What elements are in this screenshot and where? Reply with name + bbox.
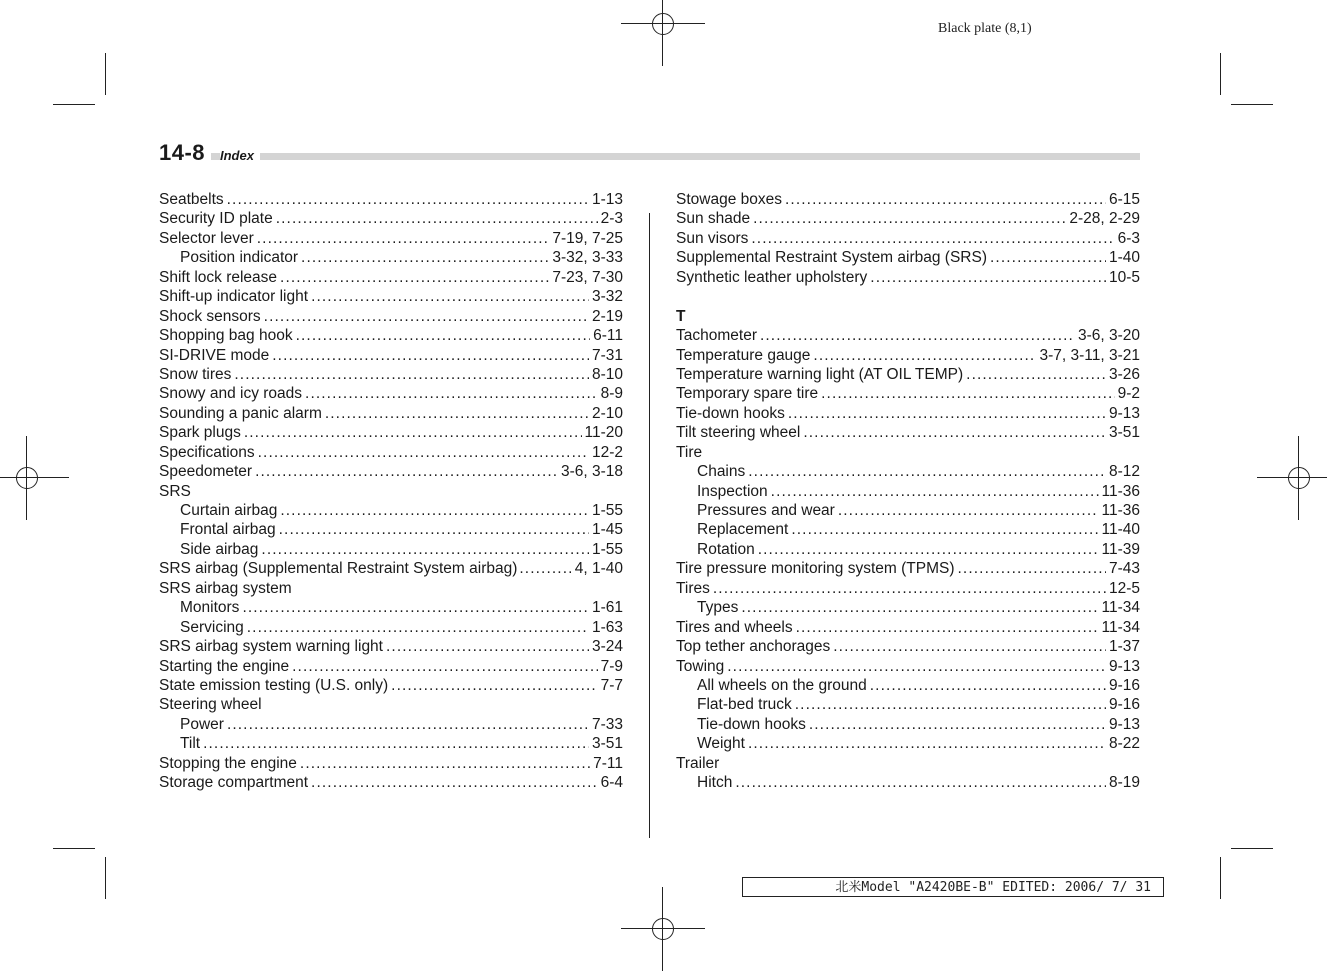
leader-dots bbox=[727, 657, 1106, 676]
column-divider bbox=[649, 213, 650, 838]
leader-dots bbox=[791, 520, 1098, 539]
index-entry bbox=[676, 384, 1140, 403]
index-entry bbox=[676, 579, 1140, 598]
entry-page-ref: 3-51 bbox=[1108, 424, 1140, 442]
entry-page-ref: 6-4 bbox=[600, 774, 623, 792]
index-subentry bbox=[676, 695, 1140, 714]
plate-label: Black plate (8,1) bbox=[938, 21, 1032, 36]
entry-page-ref: 1-55 bbox=[591, 502, 623, 519]
leader-dots bbox=[785, 190, 1106, 209]
registration-mark-left bbox=[0, 436, 69, 520]
entry-label: Weight bbox=[697, 735, 745, 753]
leader-dots bbox=[990, 248, 1106, 267]
index-entry bbox=[159, 695, 623, 714]
leader-dots bbox=[280, 501, 589, 520]
index-entry bbox=[159, 482, 623, 501]
crop-mark bbox=[105, 53, 106, 95]
entry-label: Shift-up indicator light bbox=[159, 288, 309, 306]
leader-dots bbox=[257, 229, 550, 248]
index-subentry bbox=[159, 715, 623, 734]
entry-page-ref: 1-61 bbox=[591, 599, 623, 617]
index-entry bbox=[676, 443, 1140, 462]
leader-dots bbox=[311, 287, 589, 306]
index-entry bbox=[159, 346, 623, 365]
entry-page-ref: 7-31 bbox=[591, 346, 623, 364]
registration-mark-bottom bbox=[621, 887, 705, 971]
entry-label: SRS airbag (Supplemental Restraint System airbag) bbox=[159, 560, 518, 578]
leader-dots bbox=[813, 346, 1036, 365]
entry-page-ref: 7-23, 7-30 bbox=[552, 268, 623, 286]
entry-page-ref: 8-12 bbox=[1108, 463, 1140, 481]
entry-label: Tie-down hooks bbox=[676, 404, 785, 422]
entry-label: Snow tires bbox=[159, 365, 232, 383]
index-entry bbox=[159, 637, 623, 656]
entry-page-ref: 11-34 bbox=[1101, 618, 1140, 636]
index-subentry bbox=[676, 734, 1140, 753]
leader-dots bbox=[741, 598, 1098, 617]
leader-dots bbox=[966, 365, 1106, 384]
entry-label: Sounding a panic alarm bbox=[159, 404, 322, 422]
entry-label: Synthetic leather upholstery bbox=[676, 268, 868, 286]
leader-dots bbox=[809, 715, 1106, 734]
entry-page-ref: 12-5 bbox=[1108, 579, 1140, 597]
entry-label: Tie-down hooks bbox=[697, 715, 806, 733]
entry-label: Shopping bag hook bbox=[159, 327, 293, 345]
index-entry bbox=[676, 423, 1140, 442]
entry-page-ref: 1-37 bbox=[1108, 638, 1140, 656]
entry-page-ref: 1-55 bbox=[591, 540, 623, 558]
index-entry bbox=[159, 268, 623, 287]
entry-label: Rotation bbox=[697, 540, 755, 558]
entry-label: Frontal airbag bbox=[180, 521, 276, 539]
entry-page-ref: 1-13 bbox=[591, 191, 623, 208]
leader-dots bbox=[838, 501, 1099, 520]
entry-page-ref: 7-43 bbox=[1108, 560, 1140, 578]
entry-page-ref: 9-2 bbox=[1117, 385, 1140, 403]
entry-page-ref: 11-36 bbox=[1101, 482, 1140, 500]
entry-label: Temperature warning light (AT OIL TEMP) bbox=[676, 365, 964, 383]
entry-page-ref: 2-3 bbox=[600, 210, 623, 228]
leader-dots bbox=[870, 676, 1106, 695]
index-entry bbox=[159, 229, 623, 248]
entry-label: SI-DRIVE mode bbox=[159, 346, 270, 364]
registration-mark-right bbox=[1257, 436, 1327, 520]
leader-dots bbox=[795, 695, 1106, 714]
entry-page-ref: 1-40 bbox=[1108, 249, 1140, 267]
entry-page-ref: 11-36 bbox=[1101, 502, 1140, 519]
index-entry bbox=[676, 326, 1140, 345]
crop-mark bbox=[1220, 53, 1221, 95]
entry-label: Spark plugs bbox=[159, 424, 241, 442]
index-entry bbox=[159, 579, 623, 598]
entry-label: Types bbox=[697, 599, 739, 617]
leader-dots bbox=[244, 423, 582, 442]
entry-page-ref: 3-26 bbox=[1108, 365, 1140, 383]
entry-label: Tilt bbox=[180, 735, 201, 753]
leader-dots bbox=[796, 618, 1099, 637]
leader-dots bbox=[713, 579, 1106, 598]
index-subentry bbox=[159, 540, 623, 559]
entry-label: Shock sensors bbox=[159, 307, 261, 325]
index-subentry bbox=[159, 618, 623, 637]
index-column-right bbox=[676, 190, 1140, 793]
entry-label: Chains bbox=[697, 463, 746, 481]
crop-mark bbox=[53, 848, 95, 849]
leader-dots bbox=[386, 637, 589, 656]
leader-dots bbox=[753, 209, 1066, 228]
index-entry bbox=[676, 754, 1140, 773]
index-entry bbox=[676, 346, 1140, 365]
index-entry bbox=[676, 559, 1140, 578]
entry-label: Tires and wheels bbox=[676, 618, 793, 636]
index-subentry bbox=[676, 501, 1140, 520]
entry-label: Tire pressure monitoring system (TPMS) bbox=[676, 560, 955, 578]
crop-mark bbox=[1231, 104, 1273, 105]
index-entry bbox=[676, 618, 1140, 637]
leader-dots bbox=[760, 326, 1075, 345]
entry-page-ref: 1-63 bbox=[591, 618, 623, 636]
leader-dots bbox=[247, 618, 589, 637]
entry-label: Sun shade bbox=[676, 210, 751, 228]
entry-page-ref: 11-40 bbox=[1101, 521, 1140, 539]
entry-label: Security ID plate bbox=[159, 210, 273, 228]
index-entry bbox=[159, 404, 623, 423]
index-subentry bbox=[676, 773, 1140, 792]
index-subentry bbox=[676, 482, 1140, 501]
leader-dots bbox=[279, 520, 589, 539]
leader-dots bbox=[292, 657, 597, 676]
entry-label: Supplemental Restraint System airbag (SRS) bbox=[676, 249, 987, 267]
entry-label: Stopping the engine bbox=[159, 754, 297, 772]
entry-label: Selector lever bbox=[159, 229, 254, 247]
leader-dots bbox=[788, 404, 1106, 423]
leader-dots bbox=[870, 268, 1106, 287]
index-entry bbox=[159, 326, 623, 345]
entry-page-ref: 12-2 bbox=[591, 443, 623, 461]
entry-page-ref: 3-51 bbox=[591, 735, 623, 753]
index-subentry bbox=[159, 520, 623, 539]
index-entry bbox=[159, 384, 623, 403]
entry-label: Snowy and icy roads bbox=[159, 385, 303, 403]
crop-mark bbox=[1220, 857, 1221, 899]
entry-page-ref: 4, 1-40 bbox=[574, 560, 623, 578]
entry-label: Curtain airbag bbox=[180, 502, 278, 519]
leader-dots bbox=[325, 404, 589, 423]
leader-dots bbox=[234, 365, 589, 384]
entry-page-ref: 9-16 bbox=[1108, 676, 1140, 694]
index-entry bbox=[159, 443, 623, 462]
index-subentry bbox=[676, 520, 1140, 539]
index-entry bbox=[159, 307, 623, 326]
entry-page-ref: 7-7 bbox=[600, 676, 623, 694]
entry-page-ref: 3-24 bbox=[591, 638, 623, 656]
index-entry bbox=[676, 190, 1140, 209]
entry-page-ref: 3-32 bbox=[591, 288, 623, 306]
index-subentry bbox=[676, 715, 1140, 734]
index-entry bbox=[676, 637, 1140, 656]
index-subentry bbox=[676, 676, 1140, 695]
entry-label: Tire bbox=[676, 443, 703, 461]
index-entry bbox=[159, 754, 623, 773]
leader-dots bbox=[227, 190, 589, 209]
entry-label: Sun visors bbox=[676, 229, 749, 247]
leader-dots bbox=[748, 462, 1106, 481]
entry-label: Seatbelts bbox=[159, 191, 224, 208]
entry-page-ref: 11-39 bbox=[1101, 540, 1140, 558]
index-subentry bbox=[159, 248, 623, 267]
entry-label: Replacement bbox=[697, 521, 789, 539]
leader-dots bbox=[748, 734, 1106, 753]
leader-dots bbox=[261, 540, 589, 559]
entry-label: Specifications bbox=[159, 443, 255, 461]
entry-label: Side airbag bbox=[180, 540, 259, 558]
leader-dots bbox=[272, 346, 589, 365]
index-subentry bbox=[676, 598, 1140, 617]
entry-label: Stowage boxes bbox=[676, 191, 782, 208]
entry-page-ref: 7-9 bbox=[600, 657, 623, 675]
entry-label: Towing bbox=[676, 657, 725, 675]
entry-label: Monitors bbox=[180, 599, 240, 617]
entry-label: Temporary spare tire bbox=[676, 385, 819, 403]
entry-label: Speedometer bbox=[159, 463, 253, 481]
entry-page-ref: 8-19 bbox=[1108, 774, 1140, 792]
section-title: Index bbox=[220, 148, 260, 163]
index-entry bbox=[159, 190, 623, 209]
index-subentry bbox=[159, 501, 623, 520]
leader-dots bbox=[519, 559, 572, 578]
index-entry bbox=[159, 657, 623, 676]
entry-label: Flat-bed truck bbox=[697, 696, 792, 714]
index-entry bbox=[676, 268, 1140, 287]
entry-page-ref: 11-34 bbox=[1101, 599, 1140, 617]
entry-label: Storage compartment bbox=[159, 774, 309, 792]
entry-label: SRS airbag system bbox=[159, 579, 292, 597]
entry-page-ref: 6-3 bbox=[1117, 229, 1140, 247]
index-entry bbox=[676, 229, 1140, 248]
leader-dots bbox=[280, 268, 549, 287]
entry-page-ref: 7-11 bbox=[593, 754, 623, 772]
leader-dots bbox=[735, 773, 1106, 792]
entry-page-ref: 3-6, 3-18 bbox=[560, 463, 623, 481]
leader-dots bbox=[242, 598, 589, 617]
entry-label: Pressures and wear bbox=[697, 502, 835, 519]
index-subentry bbox=[159, 734, 623, 753]
spacer bbox=[676, 287, 1140, 306]
index-entry bbox=[159, 676, 623, 695]
leader-dots bbox=[276, 209, 598, 228]
entry-page-ref: 1-45 bbox=[591, 521, 623, 539]
index-entry bbox=[159, 773, 623, 792]
leader-dots bbox=[391, 676, 597, 695]
leader-dots bbox=[203, 734, 589, 753]
leader-dots bbox=[305, 384, 598, 403]
index-entry bbox=[676, 365, 1140, 384]
entry-label: Tilt steering wheel bbox=[676, 424, 801, 442]
leader-dots bbox=[958, 559, 1106, 578]
entry-page-ref: 7-33 bbox=[591, 715, 623, 733]
crop-mark bbox=[1231, 848, 1273, 849]
footer-edit-stamp: 北米Model "A2420BE-B" EDITED: 2006/ 7/ 31 bbox=[742, 877, 1164, 897]
index-column-left bbox=[159, 190, 623, 793]
index-entry bbox=[676, 404, 1140, 423]
entry-label: Steering wheel bbox=[159, 696, 262, 714]
crop-mark bbox=[105, 857, 106, 899]
index-subentry bbox=[676, 540, 1140, 559]
header-bar bbox=[160, 153, 1140, 160]
entry-page-ref: 9-13 bbox=[1108, 715, 1140, 733]
index-entry bbox=[159, 423, 623, 442]
entry-page-ref: 11-20 bbox=[584, 424, 623, 442]
entry-page-ref: 2-19 bbox=[591, 307, 623, 325]
entry-page-ref: 3-7, 3-11, 3-21 bbox=[1039, 346, 1140, 364]
entry-page-ref: 9-16 bbox=[1108, 696, 1140, 714]
index-subentry bbox=[676, 462, 1140, 481]
index-entry bbox=[159, 462, 623, 481]
entry-page-ref: 10-5 bbox=[1108, 268, 1140, 286]
entry-page-ref: 3-6, 3-20 bbox=[1077, 327, 1140, 345]
index-entry bbox=[676, 657, 1140, 676]
leader-dots bbox=[227, 715, 589, 734]
leader-dots bbox=[300, 754, 590, 773]
entry-label: Temperature gauge bbox=[676, 346, 811, 364]
entry-page-ref: 2-10 bbox=[591, 404, 623, 422]
leader-dots bbox=[751, 229, 1114, 248]
index-entry bbox=[676, 209, 1140, 228]
index-entry bbox=[159, 365, 623, 384]
leader-dots bbox=[255, 462, 558, 481]
entry-label: Tires bbox=[676, 579, 710, 597]
entry-label: Position indicator bbox=[180, 249, 299, 267]
leader-dots bbox=[301, 248, 549, 267]
entry-page-ref: 9-13 bbox=[1108, 657, 1140, 675]
index-subentry bbox=[159, 598, 623, 617]
entry-page-ref: 6-11 bbox=[593, 327, 623, 345]
index-entry bbox=[676, 248, 1140, 267]
entry-label: Trailer bbox=[676, 754, 720, 772]
entry-label: Servicing bbox=[180, 618, 244, 636]
entry-label: Hitch bbox=[697, 774, 733, 792]
index-entry bbox=[159, 209, 623, 228]
registration-mark-top bbox=[621, 0, 705, 66]
entry-label: Inspection bbox=[697, 482, 768, 500]
entry-page-ref: 8-9 bbox=[600, 385, 623, 403]
entry-label: Top tether anchorages bbox=[676, 638, 831, 656]
entry-label: Tachometer bbox=[676, 327, 757, 345]
leader-dots bbox=[771, 482, 1099, 501]
entry-page-ref: 2-28, 2-29 bbox=[1069, 210, 1140, 228]
entry-page-ref: 8-10 bbox=[591, 365, 623, 383]
index-entry bbox=[159, 559, 623, 578]
leader-dots bbox=[264, 307, 589, 326]
leader-dots bbox=[258, 443, 589, 462]
index-entry bbox=[159, 287, 623, 306]
leader-dots bbox=[821, 384, 1114, 403]
entry-label: Starting the engine bbox=[159, 657, 290, 675]
entry-label: Shift lock release bbox=[159, 268, 278, 286]
entry-page-ref: 6-15 bbox=[1108, 191, 1140, 208]
entry-page-ref: 8-22 bbox=[1108, 735, 1140, 753]
entry-page-ref: 3-32, 3-33 bbox=[552, 249, 623, 267]
leader-dots bbox=[296, 326, 591, 345]
entry-label: State emission testing (U.S. only) bbox=[159, 676, 389, 694]
leader-dots bbox=[311, 773, 598, 792]
entry-page-ref: 9-13 bbox=[1108, 404, 1140, 422]
page-number: 14-8 bbox=[159, 140, 211, 166]
entry-label: All wheels on the ground bbox=[697, 676, 867, 694]
entry-page-ref: 7-19, 7-25 bbox=[552, 229, 623, 247]
entry-label: SRS bbox=[159, 482, 191, 500]
leader-dots bbox=[758, 540, 1099, 559]
leader-dots bbox=[803, 423, 1106, 442]
entry-label: SRS airbag system warning light bbox=[159, 638, 383, 656]
index-letter-heading: T bbox=[676, 307, 686, 325]
entry-label: Power bbox=[180, 715, 224, 733]
leader-dots bbox=[833, 637, 1106, 656]
crop-mark bbox=[53, 104, 95, 105]
